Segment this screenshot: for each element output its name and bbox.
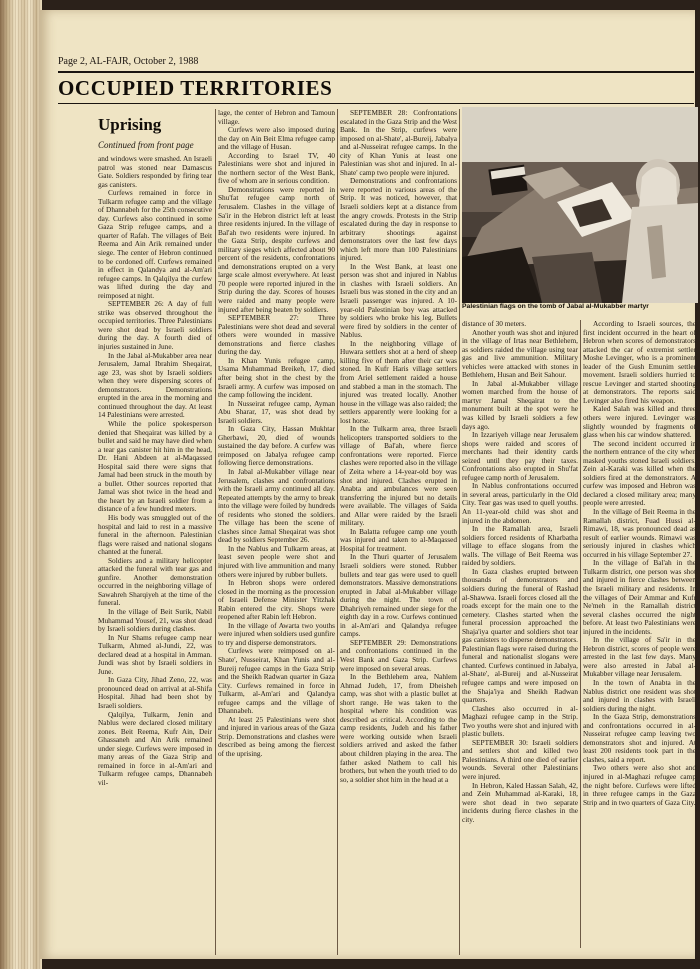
article-column-4 (462, 320, 578, 948)
paragraph: SEPTEMBER 30: Israeli soldiers and settlers shot and killed two Palestinians. A third one died of earlier wounds. Several other Palestinians were injured. (462, 737, 578, 781)
book-binding (0, 0, 42, 969)
paragraph: According to Israel TV, 40 Palestinians were shot and injured in the northern sector of the West Bank, five of whom are in serious condition. (218, 150, 335, 186)
paragraph: In the Tulkarm area, three Israeli helicopters transported soldiers to the village of Bal'ah, where fierce confrontations were reported. Fierce clashes were reported also in the village of Zeita where a 14-year-old boy was shot and injured. Clashes erupted in Anabta and ambulances were seen transferring the injured but no details were available. The villages of Saida and Allar were raided by the Israeli military. (340, 424, 457, 528)
paragraph: In Balatta refugee camp one youth was injured and taken to al-Maqassed Hospital for treatment. (340, 526, 457, 553)
paragraph: While the police spokesperson denied that Sheqairat was killed by a bullet and said he may have died when a tear gas canister hit him in the head, Dr. Hani Abdeen at al-Maqassed Hospital said there were signs that Jamal had been struck in the mouth by a bullet. Other sources reported that Jamal was shot twice in the head and the heart by an Israeli soldier from a distance of a few hundred meters. (98, 418, 212, 514)
page-folio: Page 2, AL-FAJR, October 2, 1988 (58, 56, 199, 67)
paragraph: distance of 30 meters. (462, 320, 527, 328)
paragraph: In the village of Sa'ir in the Hebron district, scores of people were arrested in the last few days. Many were also arrested in Jabal al-Mukabber village near Jerusalem. (583, 635, 696, 679)
column-divider (215, 109, 216, 955)
paragraph: In the Jabal al-Mukabber area near Jerusalem, Jamal Ibrahim Sheqairat, age 23, was shot by Israeli soldiers when they were dispersing scores of demonstrators. Demonstrations erupted in the area in the morning and continued throughout the day. At least 14 Palestinians were arrested. (98, 350, 212, 420)
paragraph: Demonstrations were reported in Shu'fat refugee camp north of Jerusalem. Clashes in the village of Sa'ir in the Hebron district left at least three residents injured. In the village of Bal'ah two residents were injured. In the Gaza Strip, despite curfews and military sieges which affected about 90 percent of the residents, confrontations and demonstrations erupted on a very large scale almost everywhere. At least 70 people were reported injured in the Strip during the day. Scores of houses were raided and many people were injured after being beaten by soldiers. (218, 184, 335, 314)
paragraph: In the neighboring village of Huwara settlers shot at a herd of sheep killing five of them after their car was stoned. In Kufr Haris village settlers from Ariel settlement raided a house and stabbed a man in the stomach. The injured was treated locally. Another house in the village was also raided; the settlers apparently were looking for a lost horse. (340, 338, 457, 425)
paragraph: Another youth was shot and injured in the village of Irtas near Bethlehem, as soldiers raided the village using tear gas and live ammunition. Military vehicles were attacked with stones in Bethlehem, Husan and Beit Sahour. (462, 327, 578, 380)
article-kicker: Continued from front page (98, 140, 194, 150)
paragraph: In Hebron shops were ordered closed in the morning as the procession of Israeli Defense Minister Yitzhak Rabin entered the city. Shops were reopened after Rabin left Hebron. (218, 578, 335, 622)
paragraph: SEPTEMBER 26: A day of full strike was observed throughout the occupied territories. Three Palestinians were shot dead by Israeli soldiers during the day. A fourth died of injuries sustained in June. (98, 299, 212, 352)
article-column-2 (218, 109, 335, 955)
paragraph: SEPTEMBER 29: Demonstrations and confrontations continued in the West Bank and Gaza Strip. Curfews were imposed on several areas. (340, 637, 457, 673)
article-column-5 (583, 320, 696, 948)
paragraph: Kaled Salah was killed and three others were injured. Levinger was slightly wounded by fragments of glass when his car window shattered. (583, 404, 696, 440)
paragraph: SEPTEMBER 28: Confrontations escalated in the Gaza Strip and the West Bank. In the Strip, curfews were imposed on al-Shate', al-Bureij, Jabalya and al-Nusseirat refugee camps. In the city of Khan Yunis at least one Palestinian was shot and injured. In al-Shate' camp two people were injured. (340, 109, 457, 177)
paragraph: Clashes also occurred in al-Maghazi refugee camp in the Strip. Two youths were shot and injured with plastic bullets. (462, 703, 578, 739)
paragraph: Curfews were also imposed during the day on Ain Beit Elma refugee camp and the village of Husan. (218, 125, 335, 152)
paragraph: In Nablus confrontations occurred in several areas, particularly in the Old City. Tear gas was used to quell youths. An 11-year-old child was shot and injured in the abdomen. (462, 481, 578, 525)
article-headline: Uprising (98, 115, 162, 134)
section-rule (58, 103, 694, 104)
paragraph: In Gaza City, Jihad Zeno, 22, was pronounced dead on arrival at al-Shifa Hospital. Jihad had been shot by Israeli soldiers. (98, 675, 212, 710)
paragraph: In the Gaza Strip, demonstrations and confrontations occurred in al-Nusseirat refugee camp leaving two demonstrators shot and injured. At least 200 residents took part in the clashes, said a report. (583, 712, 696, 764)
paragraph: Qalqilya, Tulkarm, Jenin and Nablus were declared closed military zones. Beit Reema, Kufr Ain, Deir Ghassaneh and Ain Arik remained under siege. Curfews were imposed in many areas of the Gaza Strip and remained in force in al-Am'ari and Tulkarm refugee camps, Dhannabeh vil- (98, 709, 212, 787)
column-divider (459, 109, 460, 955)
paragraph: lage, the center of Hebron and Tamoun village. (218, 109, 335, 126)
paragraph: and windows were smashed. An Israeli patrol was stoned near Damascus Gate. Soldiers responded by firing tear gas canisters. (98, 155, 212, 189)
paragraph: In Gaza City, Hassan Mukhtar Gherbawi, 20, died of wounds sustained the day before. A curfew was reimposed on Jabalya refugee camp following fierce demonstrations. (218, 424, 335, 468)
paragraph: In Khan Yunis refugee camp, Usama Muhammad Breikeh, 17, died after being shot in the chest by the Israeli army. A curfew was imposed on the camp following the incident. (218, 355, 335, 400)
paragraph: SEPTEMBER 27: Three Palestinians were shot dead and several others were wounded in massive demonstrations and fierce clashes during the day. (218, 313, 335, 357)
column-divider (580, 320, 581, 948)
paragraph: In Nur Shams refugee camp near Tulkarm, Ahmed al-Jundi, 22, was declared dead at a hospital in Amman. Jundi was shot by Israeli soldiers in June. (98, 632, 212, 676)
paragraph: In the Thuri quarter of Jerusalem Israeli soldiers were stoned. Rubber bullets and tear gas were used to quell demonstrators. Massive demonstrations erupted in Jabal al-Mukabber village during the night. The town of Dhahriyeh remained under siege for the eighth day in a row. Curfews continued in al-Am'ari and Qalandya refugee camps. (340, 552, 457, 639)
paragraph: In the Nablus and Tulkarm areas, at least seven people were shot and injured with live ammunition and many others were injured by rubber bullets. (218, 543, 335, 579)
paragraph: In Jabal al-Mukabber village near Jerusalem, clashes and confrontations with the Israeli army continued all day. Repeated attempts by the army to break into the village were foiled by hundreds of residents who stoned the soldiers. The village has been the scene of clashes since Jamal Sheqairat was shot dead by soldiers September 26. (218, 466, 335, 545)
paragraph: In the Ramallah area, Israeli soldiers forced residents of Kharbatha village to efface slogans from the walls. The village of Beit Reema was raided by soldiers. (462, 524, 578, 568)
paragraph: At least 25 Palestinians were shot and injured in various areas of the Gaza Strip. Demonstrations and clashes were described as being among the fiercest of the uprising. (218, 714, 335, 759)
paragraph: In Nusseirat refugee camp, Ayman Abu Sharar, 17, was shot dead by Israeli soldiers. (218, 398, 335, 425)
news-photo (462, 107, 698, 303)
header-rule (58, 71, 694, 73)
paragraph: In the village of Bal'ah in the Tulkarm district, one person was shot and injured in fierce clashes between the Israeli military and residents. In the villages of Deir Ammar and Kufr Ne'meh in the Ramallah district several clashes occurred the night before. At least two Palestinians were injured in the incidents. (583, 558, 696, 636)
paragraph: Curfews remained in force in Tulkarm refugee camp and the village of Dhannabeh for the 25th consecutive day. Curfews also continued in some Gaza Strip refugee camps, and a quarter of Rafah. The villages of Beit Reema and Ain Arik remained under siege. The center of Hebron continued to be cordoned off. Curfews remained in effect in Qalandya and al-Am'ari refugee camps. In Qalqilya the curfew was lifted during the day and reimposed at night. (98, 188, 212, 300)
paragraph: The second incident occurred in the northern entrance of the city when masked youths stoned Israeli soldiers. Zein al-Karaki was killed when the soldiers fired at the demonstrators. A curfew was imposed and Hebron was declared a closed military area; many people were arrested. (583, 438, 696, 508)
paragraph: In Izzariyeh village near Jerusalem shops were raided and scores of merchants had their identity cards seized until they pay their taxes. Confrontations also erupted in Shu'fat refugee camp north of Jerusalem. (462, 430, 578, 482)
paragraph: In the town of Anabta in the Nablus district one resident was shot and injured in clashes with Israeli soldiers during the night. (583, 677, 696, 713)
article-column-1 (98, 155, 212, 955)
paragraph: In the West Bank, at least one person was shot and injured in Nablus in clashes with Israeli soldiers. An Israeli bus was stoned in the city and an Israeli passenger was injured. A 10-year-old Palestinian boy was attacked by soldiers who broke his leg. Bullets were fired by soldiers in the center of Nablus. (340, 261, 457, 340)
paragraph: Demonstrations and confrontations were reported in various areas of the Strip. It was noticed, however, that Israeli soldiers kept at a distance from the angry crowds. Protests in the Strip escalated during the day in response to arbitrary shootings against demonstrators over the last few days which left more than 100 Palestinians injured. (340, 176, 457, 263)
paragraph: In the village of Beit Reema in the Ramallah district, Fuad Hussi al-Rimawi, 18, was pronounced dead as result of earlier wounds. Rimawi was seriously injured in clashes which occurred in his village September 27. (583, 507, 696, 559)
paragraph: In the village of Beit Surik, Nabil Muhammad Yousef, 21, was shot dead by Israeli soldiers during clashes. (98, 606, 212, 634)
paragraph: In Jabal al-Mukabber village women marched from the house of martyr Jamal Sheqairat to the monument built at the spot were he was killed by Israeli soldiers a few days ago. (462, 378, 578, 431)
paragraph: Soldiers and a military helicopter attacked the funeral with tear gas and gunfire. Another demonstration occurred in the neighboring village of Sawahreh Sharqiyeh at the time of the funeral. (98, 555, 212, 608)
photo-image (462, 107, 698, 303)
article-column-3 (340, 109, 457, 949)
paragraph: In the Bethlehem area, Nahlem Ahmad Judeh, 17, from Dheisheh camp, was shot with a plastic bullet at short range. He was taken to the hospital where his condition was described as critical. According to the camp residents, Judeh and his father were working outside when Israeli soldiers arrived and asked the father about children playing in the area. The father asked Nathem to call his brothers, but when the youth tried to do so, a soldier shot him in the head at a (340, 672, 457, 784)
paragraph: In the village of Awarta two youths were injured when soldiers used gunfire to try and disperse demonstrators. (218, 620, 335, 647)
photo-caption: Palestinian flags on the tomb of Jabal al-Mukabber martyr (462, 303, 649, 310)
paragraph: Two others were also shot and injured in al-Maghazi refugee camp the night before. Curfews were lifted in three refugee camps in the Gaza Strip and in two quarters of Gaza City. (583, 763, 696, 807)
paragraph: In Gaza clashes erupted between thousands of demonstrators and soldiers during the funeral of Rashad al-Shawwa. Israeli forces closed all the roads except for the main one to the cemetery. Clashes started when the funeral procession approached the Shaja'iya quarter and soldiers shot tear gas canisters to disperse demonstrators. Palestinian flags were raised during the funeral and nationalist slogans were chanted. Curfews continued in Jabalya, al-Shate', al-Bureij and al-Nusseirat refugee camps and were imposed on the Shaja'iya and Sheikh Radwan quarters. (462, 566, 578, 705)
paragraph: Curfews were reimposed on al-Shate', Nusseirat, Khan Yunis and al-Bureij refugee camps in the Gaza Strip and the Sheikh Radwan quarter in Gaza City. Curfews remained in force in Tulkarm, al-Am'ari and Qalandya refugee camps and the village of Dhannabeh. (218, 646, 335, 716)
column-divider (337, 109, 338, 955)
paragraph: In Hebron, Kaled Hassan Salah, 42, and Zein Muhammad al-Karaki, 18, were shot dead in two separate incidents during fierce clashes in the city. (462, 780, 578, 824)
paragraph: His body was smuggled out of the hospital and laid to rest in a massive funeral in the afternoon. Palestinian flags were raised and national slogans chanted at the funeral. (98, 512, 212, 557)
paragraph: According to Israeli sources, the first incident occurred in the heart of Hebron when scores of demonstrators attacked the car of extremist settler Moshe Levinger, who is a prominent leader of the Gush Emunim settler movement. Israeli soldiers hurried to rescue Levinger and started shooting at demonstrators. The reports said Levinger also fired his weapon. (583, 320, 696, 405)
section-title: OCCUPIED TERRITORIES (58, 76, 333, 100)
